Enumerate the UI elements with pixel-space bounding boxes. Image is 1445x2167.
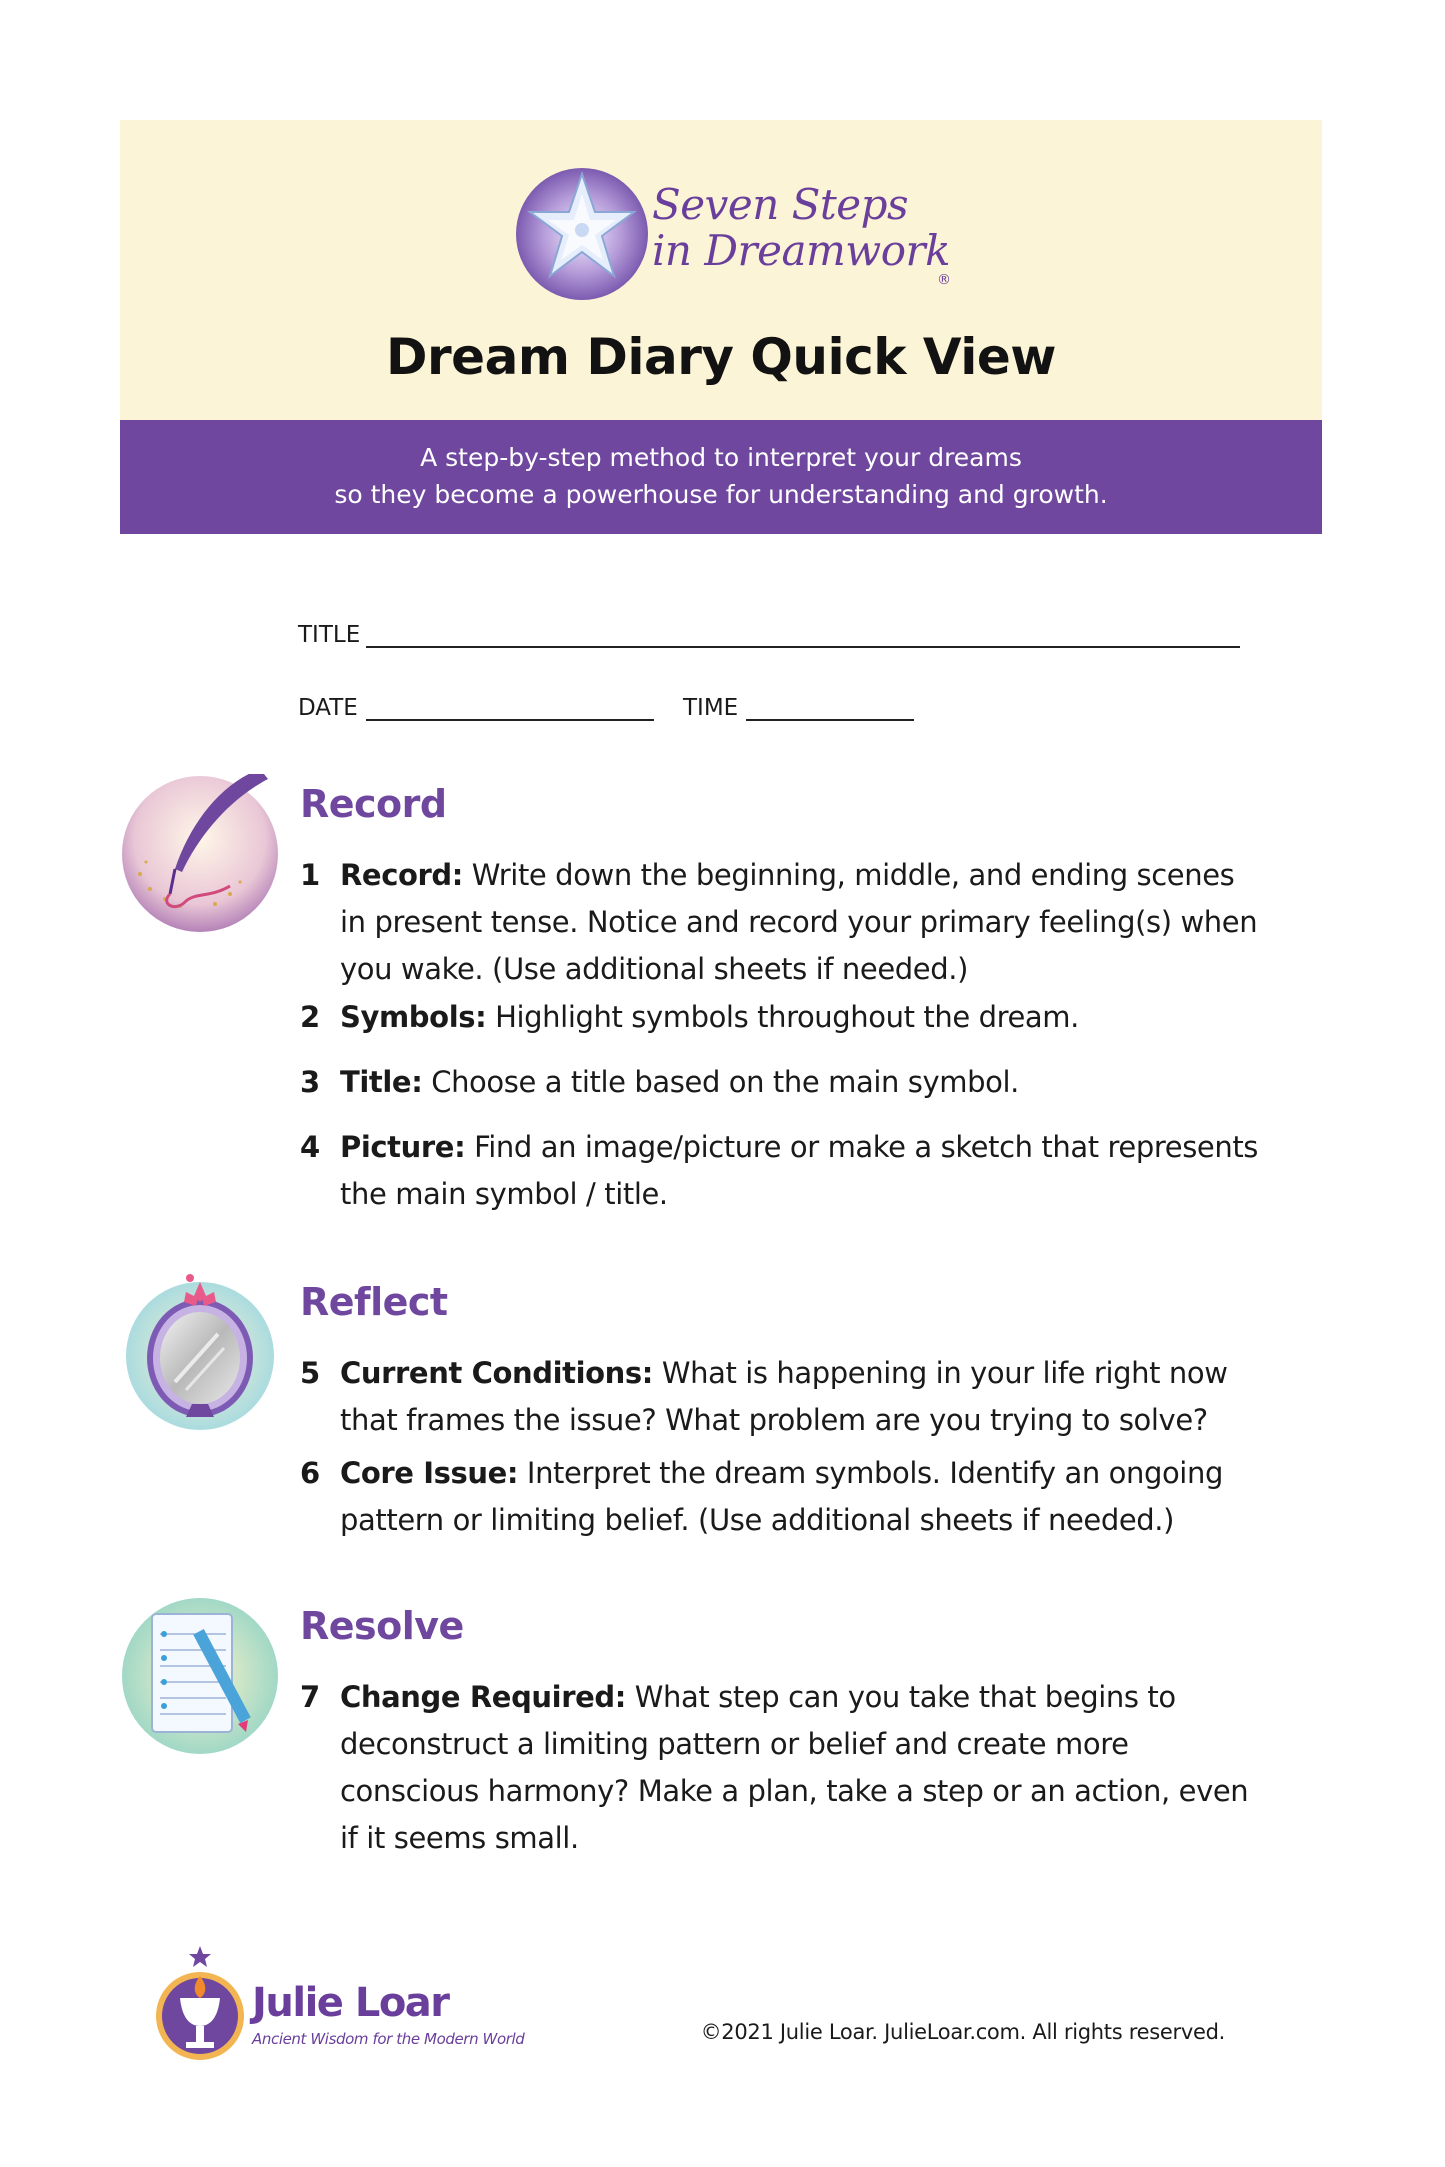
date-field-line[interactable] xyxy=(366,719,654,721)
step-item xyxy=(300,1450,1260,1544)
step-label: Symbols: xyxy=(340,1000,487,1034)
logo-line-1: Seven Steps xyxy=(652,180,909,229)
step-label: Record: xyxy=(340,858,463,892)
quill-icon xyxy=(120,774,280,934)
step-text: Write down the beginning, middle, and ending scenes in present tense. Notice and record your primary feeling(s) when you wake. (Use additional sheets if needed.) xyxy=(340,858,1258,986)
step-label: Title: xyxy=(340,1065,423,1099)
step-item xyxy=(300,1350,1260,1444)
time-field-label: TIME xyxy=(683,695,739,721)
step-item xyxy=(300,1674,1260,1862)
seven-steps-logo xyxy=(512,164,952,304)
star-crystal-icon xyxy=(512,164,652,304)
logo-text xyxy=(652,182,952,274)
section-heading-reflect: Reflect xyxy=(300,1280,448,1324)
tagline-band xyxy=(120,420,1322,534)
step-label: Change Required: xyxy=(340,1680,626,1714)
step-text: What is happening in your life right now that frames the issue? What problem are you trying to solve? xyxy=(340,1356,1228,1437)
step-text: Interpret the dream symbols. Identify an ongoing pattern or limiting belief. (Use additional sheets if needed.) xyxy=(340,1456,1223,1537)
step-item xyxy=(300,994,1260,1041)
copyright-notice: ©2021 Julie Loar. JulieLoar.com. All rights reserved. xyxy=(700,2020,1225,2044)
step-number: 5 xyxy=(300,1356,321,1390)
section-heading-record: Record xyxy=(300,782,447,826)
step-text: What step can you take that begins to deconstruct a limiting pattern or belief and create more conscious harmony? Make a plan, take a step or an action, even if it seems small. xyxy=(340,1680,1249,1855)
section-heading-resolve: Resolve xyxy=(300,1604,464,1648)
tagline-line-1: A step-by-step method to interpret your dreams xyxy=(420,443,1022,472)
step-item xyxy=(300,852,1260,993)
step-number: 3 xyxy=(300,1065,321,1099)
header-block xyxy=(120,120,1322,420)
step-item xyxy=(300,1059,1260,1106)
step-number: 2 xyxy=(300,1000,321,1034)
registered-mark: ® xyxy=(937,272,951,288)
chalice-icon xyxy=(152,1944,248,2064)
title-field-line[interactable] xyxy=(366,646,1240,648)
page-title: Dream Diary Quick View xyxy=(386,328,1056,386)
step-text: Find an image/picture or make a sketch that represents the main symbol / title. xyxy=(340,1130,1259,1211)
footer-brand-tagline: Ancient Wisdom for the Modern World xyxy=(252,2030,525,2048)
mirror-icon xyxy=(120,1272,280,1432)
date-field-label: DATE xyxy=(298,695,358,721)
notepad-pencil-icon xyxy=(120,1596,280,1756)
step-number: 7 xyxy=(300,1680,321,1714)
step-label: Core Issue: xyxy=(340,1456,519,1490)
julie-loar-logo xyxy=(152,1944,525,2064)
tagline-line-2: so they become a powerhouse for understanding and growth. xyxy=(334,480,1108,509)
step-item xyxy=(300,1124,1260,1218)
title-field-label: TITLE xyxy=(298,622,361,648)
step-number: 1 xyxy=(300,858,321,892)
step-number: 6 xyxy=(300,1456,321,1490)
step-text: Highlight symbols throughout the dream. xyxy=(486,1000,1079,1034)
step-text: Choose a title based on the main symbol. xyxy=(422,1065,1019,1099)
logo-line-2: in Dreamwork xyxy=(652,226,951,275)
step-label: Current Conditions: xyxy=(340,1356,653,1390)
step-label: Picture: xyxy=(340,1130,466,1164)
step-number: 4 xyxy=(300,1130,321,1164)
footer-brand-name: Julie Loar xyxy=(252,1980,449,2026)
time-field-line[interactable] xyxy=(746,719,914,721)
